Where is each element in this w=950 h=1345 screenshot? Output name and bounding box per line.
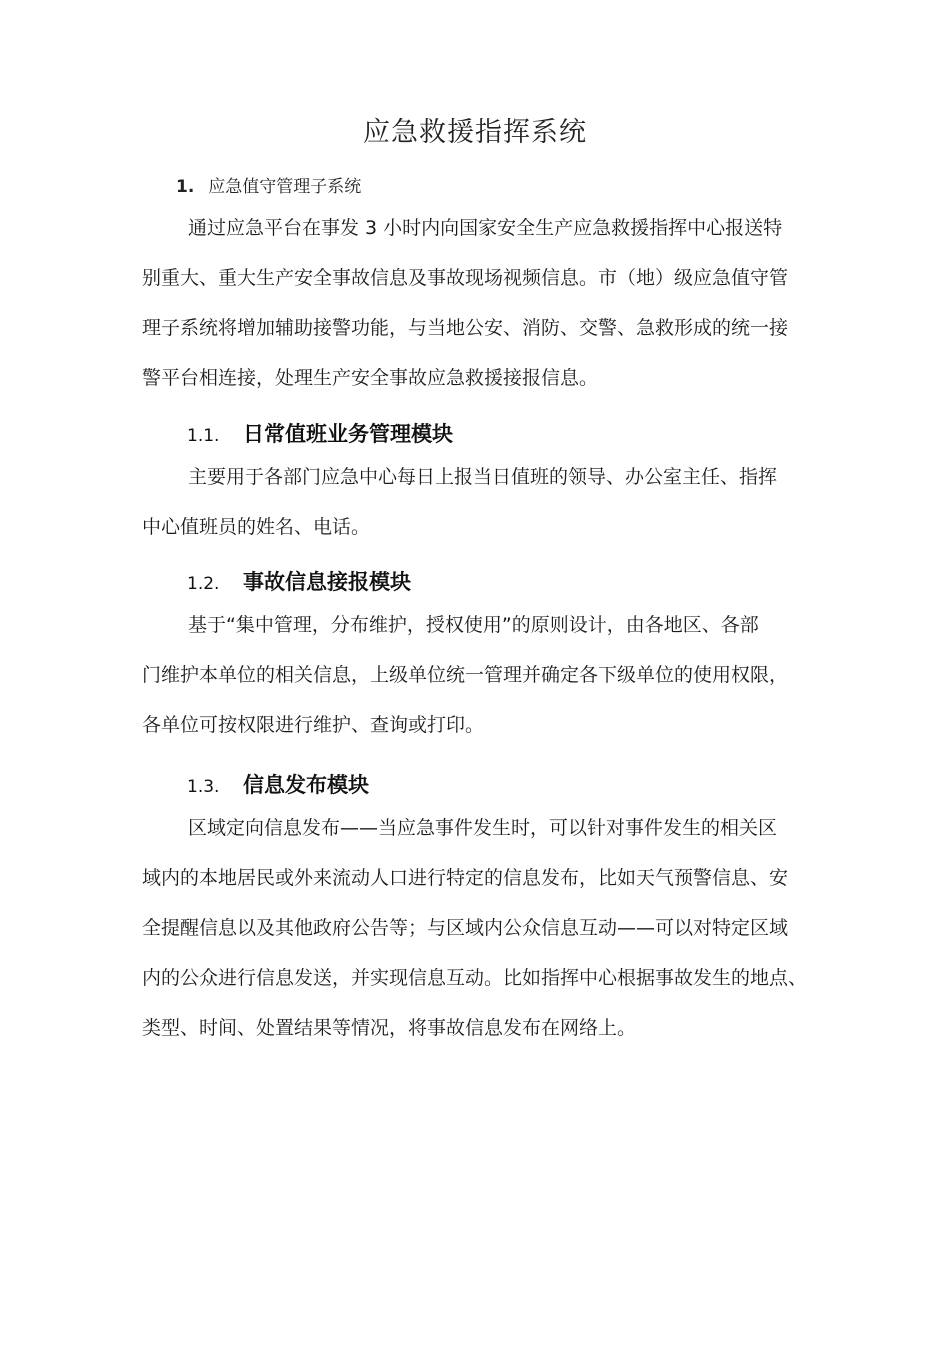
section-1-3-number: 1.3. bbox=[187, 777, 220, 797]
paragraph-line: 门维护本单位的相关信息，上级单位统一管理并确定各下级单位的使用权限， bbox=[142, 664, 789, 686]
paragraph-line: 主要用于各部门应急中心每日上报当日值班的领导、办公室主任、指挥 bbox=[188, 466, 778, 488]
section-1-3-title: 信息发布模块 bbox=[243, 773, 369, 797]
section-1-1-paragraph bbox=[142, 452, 842, 552]
paragraph-line: 通过应急平台在事发 3 小时内向国家安全生产应急救援指挥中心报送特 bbox=[188, 217, 783, 239]
section-1-title: 应急值守管理子系统 bbox=[208, 177, 362, 197]
section-1-1-title: 日常值班业务管理模块 bbox=[243, 422, 453, 446]
paragraph-line: 类型、时间、处置结果等情况，将事故信息发布在网络上。 bbox=[142, 1017, 637, 1039]
paragraph-line: 基于“集中管理，分布维护，授权使用”的原则设计，由各地区、各部 bbox=[188, 614, 759, 636]
section-1-2-title: 事故信息接报模块 bbox=[243, 570, 411, 594]
paragraph-line: 区域定向信息发布——当应急事件发生时，可以针对事件发生的相关区 bbox=[188, 817, 778, 839]
section-1-3-heading bbox=[187, 769, 369, 799]
section-1-2-number: 1.2. bbox=[187, 574, 220, 594]
paragraph-line: 警平台相连接，处理生产安全事故应急救援接报信息。 bbox=[142, 367, 599, 389]
document-title: 应急救援指挥系统 bbox=[363, 117, 587, 148]
section-1-2-paragraph bbox=[142, 600, 842, 750]
paragraph-line: 中心值班员的姓名、电话。 bbox=[142, 516, 371, 538]
section-1-paragraph bbox=[142, 203, 842, 403]
section-1-3-paragraph bbox=[142, 803, 842, 1053]
paragraph-line: 各单位可按权限进行维护、查询或打印。 bbox=[142, 714, 485, 736]
section-1-heading bbox=[176, 172, 361, 197]
paragraph-line: 内的公众进行信息发送，并实现信息互动。比如指挥中心根据事故发生的地点、 bbox=[142, 967, 808, 989]
paragraph-line: 别重大、重大生产安全事故信息及事故现场视频信息。市（地）级应急值守管 bbox=[142, 267, 789, 289]
paragraph-line: 域内的本地居民或外来流动人口进行特定的信息发布，比如天气预警信息、安 bbox=[142, 867, 789, 889]
section-1-2-heading bbox=[187, 566, 411, 596]
section-1-1-number: 1.1. bbox=[187, 426, 220, 446]
paragraph-line: 理子系统将增加辅助接警功能，与当地公安、消防、交警、急救形成的统一接 bbox=[142, 317, 789, 339]
section-1-number: 1. bbox=[176, 177, 195, 197]
section-1-1-heading bbox=[187, 418, 453, 448]
paragraph-line: 全提醒信息以及其他政府公告等；与区域内公众信息互动——可以对特定区域 bbox=[142, 917, 789, 939]
